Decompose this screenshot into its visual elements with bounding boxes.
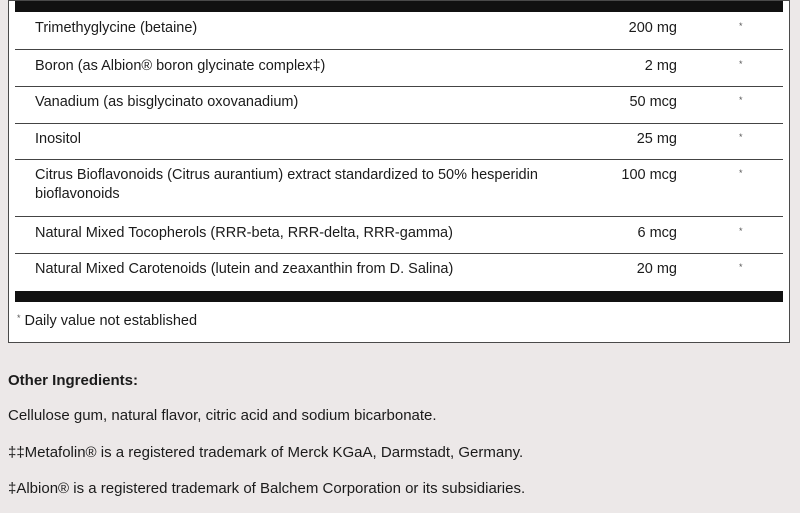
daily-value-marker: *: [739, 95, 743, 105]
table-row: [15, 12, 783, 50]
table-row: [15, 160, 783, 217]
ingredient-name: Natural Mixed Carotenoids (lutein and zeaxanthin from D. Salina): [35, 261, 454, 277]
ingredient-name: Inositol: [35, 131, 81, 147]
metafolin-trademark-note: ‡‡Metafolin® is a registered trademark of Merck KGaA, Darmstadt, Germany.: [8, 444, 524, 461]
ingredient-table: [15, 12, 783, 291]
daily-value-footnote: [17, 308, 197, 331]
top-divider-bar: [15, 1, 783, 12]
ingredient-amount: 25 mg: [636, 131, 677, 147]
table-row: [15, 254, 783, 291]
ingredient-name: Citrus Bioflavonoids (Citrus aurantium) extract standardized to 50% hesperidin bioflavonoids: [35, 167, 538, 202]
other-ingredients-list: Cellulose gum, natural flavor, citric acid and sodium bicarbonate.: [8, 407, 437, 424]
table-row: [15, 50, 783, 87]
daily-value-marker: *: [739, 168, 743, 178]
ingredient-name: Boron (as Albion® boron glycinate complex‡): [35, 58, 326, 74]
ingredient-amount: 2 mg: [644, 58, 677, 74]
daily-value-marker: *: [739, 262, 743, 272]
daily-value-marker: *: [739, 21, 743, 31]
ingredient-amount: 6 mcg: [637, 225, 677, 241]
ingredient-name: Trimethyglycine (betaine): [35, 20, 198, 36]
ingredient-amount: 20 mg: [636, 261, 677, 277]
supplement-facts-panel: [8, 0, 790, 343]
table-row: [15, 87, 783, 124]
ingredient-amount: 100 mcg: [621, 167, 677, 183]
albion-trademark-note: ‡Albion® is a registered trademark of Balchem Corporation or its subsidiaries.: [8, 480, 526, 497]
table-row: [15, 124, 783, 160]
daily-value-marker: *: [739, 132, 743, 142]
footnote-star: *: [17, 313, 21, 323]
bottom-divider-bar: [15, 291, 783, 302]
daily-value-marker: *: [739, 59, 743, 69]
table-row: [15, 217, 783, 254]
ingredient-amount: 200 mg: [628, 20, 677, 36]
other-ingredients-heading: Other Ingredients:: [8, 372, 139, 389]
daily-value-marker: *: [739, 226, 743, 236]
ingredient-name: Vanadium (as bisglycinato oxovanadium): [35, 94, 299, 110]
footnote-text: Daily value not established: [24, 313, 198, 329]
ingredient-name: Natural Mixed Tocopherols (RRR-beta, RRR-delta, RRR-gamma): [35, 225, 453, 241]
ingredient-amount: 50 mcg: [629, 94, 677, 110]
